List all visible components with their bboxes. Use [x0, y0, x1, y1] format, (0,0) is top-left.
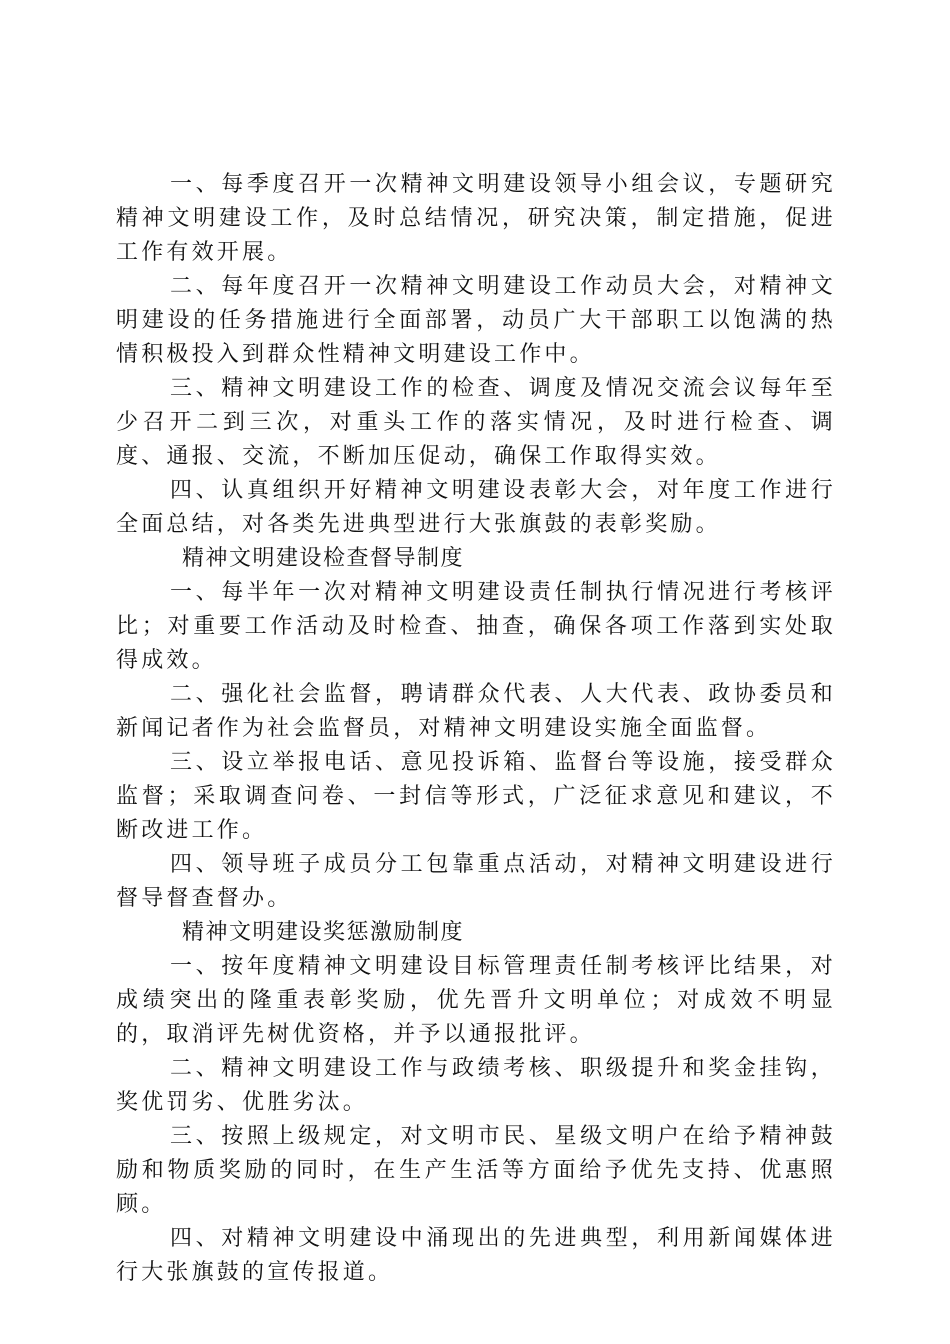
paragraph: 二、每年度召开一次精神文明建设工作动员大会，对精神文明建设的任务措施进行全面部署，动员广大干部职工以饱满的热情积极投入到群众性精神文明建设工作中。	[116, 274, 836, 367]
paragraph: 二、精神文明建设工作与政绩考核、职级提升和奖金挂钩，奖优罚劣、优胜劣汰。	[116, 1056, 836, 1115]
section-heading: 精神文明建设检查督导制度	[182, 546, 465, 571]
section-heading: 精神文明建设奖惩激励制度	[182, 920, 465, 945]
paragraph: 二、强化社会监督，聘请群众代表、人大代表、政协委员和新闻记者作为社会监督员，对精神文明建设实施全面监督。	[116, 682, 836, 741]
paragraph: 三、按照上级规定，对文明市民、星级文明户在给予精神鼓励和物质奖励的同时，在生产生活等方面给予优先支持、优惠照顾。	[116, 1124, 836, 1217]
paragraph: 四、领导班子成员分工包靠重点活动，对精神文明建设进行督导督查督办。	[116, 852, 836, 911]
paragraph: 一、每半年一次对精神文明建设责任制执行情况进行考核评比；对重要工作活动及时检查、抽查，确保各项工作落到实处取得成效。	[116, 580, 836, 673]
paragraph: 一、每季度召开一次精神文明建设领导小组会议，专题研究精神文明建设工作，及时总结情况，研究决策，制定措施，促进工作有效开展。	[116, 172, 836, 265]
paragraph: 三、精神文明建设工作的检查、调度及情况交流会议每年至少召开二到三次，对重头工作的落实情况，及时进行检查、调度、通报、交流，不断加压促动，确保工作取得实效。	[116, 376, 836, 469]
paragraph: 一、按年度精神文明建设目标管理责任制考核评比结果，对成绩突出的隆重表彰奖励，优先晋升文明单位；对成效不明显的，取消评先树优资格，并予以通报批评。	[116, 954, 836, 1047]
paragraph: 四、对精神文明建设中涌现出的先进典型，利用新闻媒体进行大张旗鼓的宣传报道。	[116, 1226, 836, 1285]
paragraph: 四、认真组织开好精神文明建设表彰大会，对年度工作进行全面总结，对各类先进典型进行大张旗鼓的表彰奖励。	[116, 478, 836, 537]
document-body	[116, 168, 836, 1290]
paragraph: 三、设立举报电话、意见投诉箱、监督台等设施，接受群众监督；采取调查问卷、一封信等形式，广泛征求意见和建议，不断改进工作。	[116, 750, 836, 843]
